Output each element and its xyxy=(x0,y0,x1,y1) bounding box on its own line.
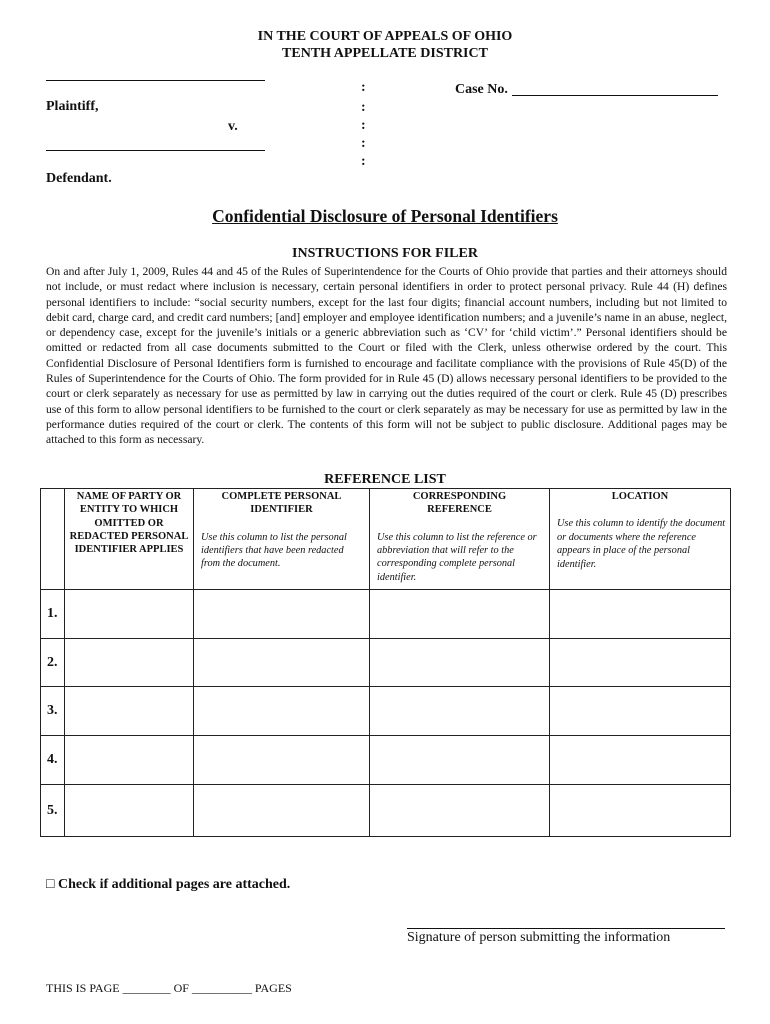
party-cell[interactable] xyxy=(65,785,194,837)
table-row xyxy=(41,785,731,837)
column-hint: Use this column to identify the document or documents where the reference appears in place of the personal identifier. xyxy=(557,518,726,570)
party-cell[interactable] xyxy=(65,687,194,736)
row-number: 2. xyxy=(41,639,65,687)
column-hint: Use this column to list the reference or abbreviation that will refer to the corresponding complete personal identifier. xyxy=(377,531,537,583)
column-title: NAME OF PARTY OR ENTITY TO WHICH OMITTED OR REDACTED PERSONAL IDENTIFIER APPLIES xyxy=(69,491,189,556)
column-title: COMPLETE PERSONAL IDENTIFIER xyxy=(221,491,342,516)
defendant-label: Defendant. xyxy=(46,171,112,186)
column-header-reference xyxy=(370,489,550,590)
location-cell[interactable] xyxy=(550,785,731,837)
row-number: 3. xyxy=(41,687,65,736)
identifier-cell[interactable] xyxy=(194,736,370,785)
column-header-location xyxy=(550,489,731,590)
location-cell[interactable] xyxy=(550,639,731,687)
reference-table xyxy=(40,488,731,837)
column-header-identifier xyxy=(194,489,370,590)
table-row xyxy=(41,687,731,736)
party-cell[interactable] xyxy=(65,736,194,785)
caption-colon: : xyxy=(361,100,366,115)
column-header-party xyxy=(65,489,194,590)
case-number-label: Case No. xyxy=(455,82,508,97)
additional-pages-check xyxy=(46,877,290,893)
table-header-row xyxy=(41,489,731,590)
row-number: 4. xyxy=(41,736,65,785)
form-title: Confidential Disclosure of Personal Identifiers xyxy=(212,206,558,226)
additional-pages-label: Check if additional pages are attached. xyxy=(57,877,291,892)
party-cell[interactable] xyxy=(65,590,194,639)
table-row xyxy=(41,590,731,639)
versus-label: v. xyxy=(228,119,238,134)
row-number: 5. xyxy=(41,785,65,837)
case-number-field[interactable] xyxy=(512,95,718,96)
district-name: TENTH APPELLATE DISTRICT xyxy=(282,46,488,61)
identifier-cell[interactable] xyxy=(194,785,370,837)
plaintiff-name-field[interactable] xyxy=(46,80,265,81)
column-title: LOCATION xyxy=(611,491,669,502)
reference-cell[interactable] xyxy=(370,785,550,837)
signature-label: Signature of person submitting the information xyxy=(407,930,671,945)
defendant-name-field[interactable] xyxy=(46,150,265,151)
caption-colon: : xyxy=(361,80,366,95)
court-header xyxy=(0,28,770,62)
caption-colon: : xyxy=(361,136,366,151)
table-row xyxy=(41,736,731,785)
caption-colon: : xyxy=(361,118,366,133)
reference-cell[interactable] xyxy=(370,639,550,687)
court-name: IN THE COURT OF APPEALS OF OHIO xyxy=(257,29,513,44)
reference-cell[interactable] xyxy=(370,687,550,736)
row-number-header xyxy=(41,489,65,590)
instructions-heading: INSTRUCTIONS FOR FILER xyxy=(292,246,478,261)
reference-cell[interactable] xyxy=(370,590,550,639)
row-number: 1. xyxy=(41,590,65,639)
instructions-body: On and after July 1, 2009, Rules 44 and 45 of the Rules of Superintendence for the Courts of Ohio provide that parties and their attorneys should not include, or must redact where inclusion is necessary, certain personal identifiers in order to protect personal privacy. Rule 44 (H) defines personal identifiers to include: “social security numbers, except for the last four digits; financial account numbers, including but not limited to debit card, charge card, and credit card numbers; [and] employer and employee identification numbers; and a juvenile’s name in an abuse, neglect, or dependency case, except for the juvenile’s initials or a generic abbreviation such as ‘CV’ for ‘child victim’.” Personal identifiers should be omitted or redacted from all case documents submitted to the Court or filed with the Clerk, unless otherwise ordered by the court. This Confidential Disclosure of Personal Identifiers form is furnished to encourage and facilitate compliance with the provisions of Rule 45(D) of the Rules of Superintendence for the Courts of Ohio. The form provided for in Rule 45 (D) allows necessary personal identifiers to be provided to the court or clerk separately as necessary for use as permitted by law in carrying out the duties required of the court or clerk. Rule 45 (D) prescribes use of this form to allow personal identifiers to be furnished to the court or clerk separately as may be necessary for use as permitted by law in the performance duties required of the court or clerk. The contents of this form will not be subject to public disclosure. Additional pages may be attached to this form as necessary. xyxy=(46,265,727,447)
additional-pages-checkbox[interactable]: □ xyxy=(46,877,55,892)
reference-cell[interactable] xyxy=(370,736,550,785)
table-row xyxy=(41,639,731,687)
location-cell[interactable] xyxy=(550,687,731,736)
identifier-cell[interactable] xyxy=(194,687,370,736)
party-cell[interactable] xyxy=(65,639,194,687)
plaintiff-label: Plaintiff, xyxy=(46,99,99,114)
reference-list-heading: REFERENCE LIST xyxy=(324,472,446,487)
column-title: CORRESPONDING REFERENCE xyxy=(412,491,507,516)
caption-colon: : xyxy=(361,154,366,169)
signature-field[interactable] xyxy=(407,928,725,929)
identifier-cell[interactable] xyxy=(194,639,370,687)
page-numbering: THIS IS PAGE ________ OF __________ PAGES xyxy=(46,981,292,995)
column-hint: Use this column to list the personal identifiers that have been redacted from the document. xyxy=(201,531,347,570)
location-cell[interactable] xyxy=(550,590,731,639)
location-cell[interactable] xyxy=(550,736,731,785)
identifier-cell[interactable] xyxy=(194,590,370,639)
